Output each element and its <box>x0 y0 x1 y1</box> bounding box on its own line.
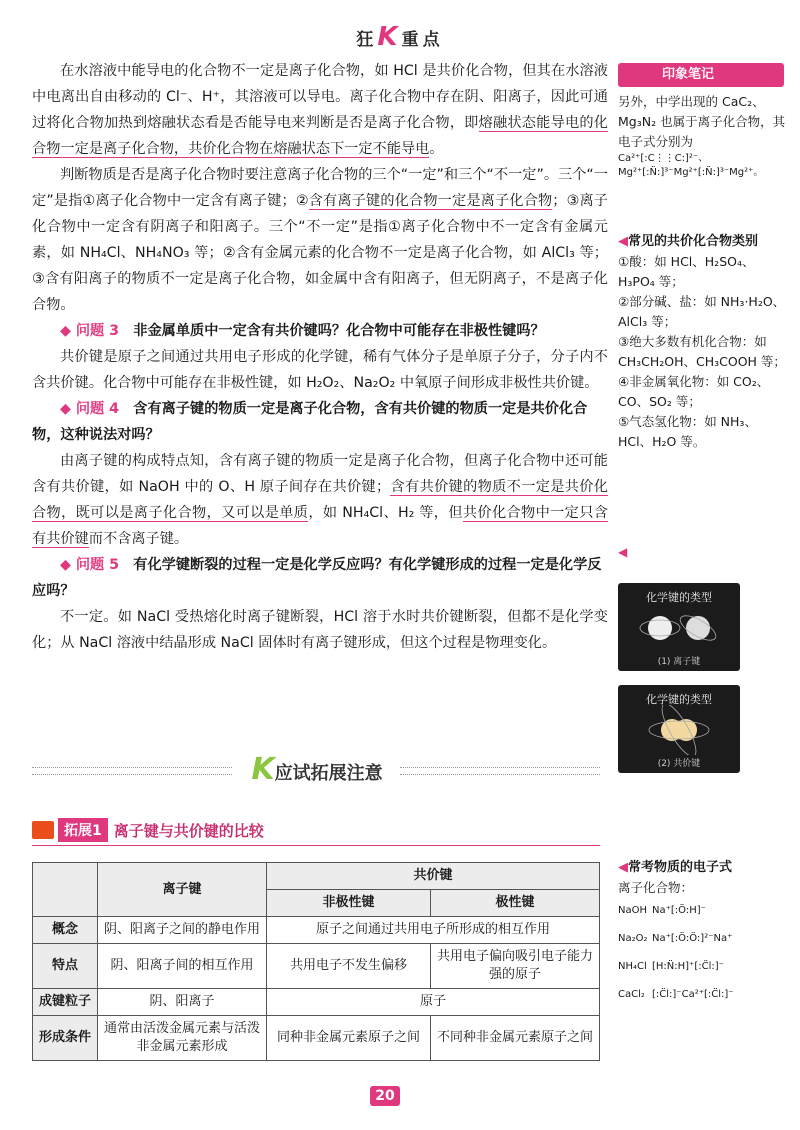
extension-heading <box>32 818 264 842</box>
list-item: ⑤气态氢化物：如 NH₃、HCl、H₂O 等。 <box>618 414 757 449</box>
paragraph-2: 判断物质是否是离子化合物时要注意离子化合物的三个“一定”和三个“不一定”。三个“一定”是指①离子化合物中一定含有离子键；②含有离子键的化合物一定是离子化合物；③离子化合物中一定含有阴离子和阳离子。三个“不一定”是指①离子化合物中不一定含有金属元素，如 NH₄Cl、NH₄NO₃ 等；②含有金属元素的化合物不一定是离子化合物，如 AlCl₃ 等；③含有阳离子的物质不一定是离子化合物，如金属中含有阳离子，但无阴离子，不是离子化合物。 <box>32 167 608 313</box>
electron-formulas-title: ◀常考物质的电子式 <box>618 860 733 875</box>
list-item: CaCl₂ [:C̈l:]⁻Ca²⁺[:C̈l:]⁻ <box>618 989 734 1000</box>
banner-title: K应试拓展注意 <box>251 752 383 787</box>
list-item: ③绝大多数有机化合物：如 CH₃CH₂OH、CH₃COOH 等； <box>618 334 786 369</box>
main-column <box>32 58 608 656</box>
running-header <box>0 22 800 52</box>
note-header: 印象笔记 <box>618 63 784 87</box>
table-row: 成键粒子 阴、阳离子 原子 <box>33 989 600 1016</box>
covalent-bond-illustration: 化学键的类型 (2) 共价键 <box>618 685 740 773</box>
question-3: ◆ 问题 3 非金属单质中一定含有共价键吗？化合物中可能存在非极性键吗？ <box>60 323 545 339</box>
atoms-icon <box>618 603 740 653</box>
table-row: 特点 阴、阳离子间的相互作用 共用电子不发生偏移 共用电子偏向吸引电子能力强的原子 <box>33 944 600 989</box>
electron-formulas-subtitle: 离子化合物： <box>618 880 694 895</box>
header-ionic: 离子键 <box>98 863 267 917</box>
section-banner <box>32 748 600 788</box>
paragraph-4: 由离子键的构成特点知，含有离子键的物质一定是离子化合物，但离子化合物中还可能含有共价键，如 NaOH 中的 O、H 原子间存在共价键；含有共价键的物质不一定是共价化合物，既可以是离子化合物，又可以是单质，如 NH₄Cl、H₂ 等，但共价化合物中一定只含有共价键而不含离子键。 <box>32 453 608 547</box>
header-covalent: 共价键 <box>267 863 600 890</box>
table-row: 形成条件 通常由活泼金属元素与活泼非金属元素形成 同种非金属元素原子之间 不同种非金属元素原子之间 <box>33 1016 600 1061</box>
covalent-categories <box>618 232 788 452</box>
ionic-bond-illustration: 化学键的类型 (1) 离子键 <box>618 583 740 671</box>
list-item: ④非金属氧化物：如 CO₂、CO、SO₂ 等； <box>618 374 770 409</box>
book-icon <box>32 821 54 839</box>
paragraph-5: 不一定。如 NaCl 受热熔化时离子键断裂，HCl 溶于水时共价键断裂，但都不是化学变化；从 NaCl 溶液中结晶形成 NaCl 固体时有离子键形成，但这个过程是物理变化。 <box>32 609 608 651</box>
header-polar: 极性键 <box>431 890 600 917</box>
note-body <box>618 92 788 180</box>
extension-title: 离子键与共价键的比较 <box>113 821 264 840</box>
covalent-title: ◀常见的共价化合物类别 <box>618 234 759 249</box>
triangle-marker-icon: ◀ <box>618 545 628 559</box>
list-item: ①酸：如 HCl、H₂SO₄、H₃PO₄ 等； <box>618 254 755 289</box>
banner-dotted-line-left <box>32 767 232 775</box>
extension-underline <box>32 845 600 846</box>
electron-formulas <box>618 858 788 1002</box>
note-text: 另外，中学出现的 CaC₂、Mg₃N₂ 也属于离子化合物，其电子式分别为 <box>618 94 786 149</box>
list-item: ②部分碱、盐：如 NH₃·H₂O、AlCl₃ 等； <box>618 294 786 329</box>
header-pre: 狂 <box>356 30 378 50</box>
header-nonpolar: 非极性键 <box>267 890 431 917</box>
page-number: 20 <box>370 1086 400 1106</box>
banner-dotted-line-right <box>400 767 600 775</box>
comparison-table <box>32 862 600 1061</box>
paragraph-3: 共价键是原子之间通过共用电子形成的化学键，稀有气体分子是单原子分子，分子内不含共价键。化合物中可能存在非极性键，如 H₂O₂、Na₂O₂ 中氧原子间形成非极性共价键。 <box>32 349 608 391</box>
list-item: Na₂O₂ Na⁺[:Ö:Ö:]²⁻Na⁺ <box>618 933 733 944</box>
extension-tag: 拓展1 <box>58 818 108 842</box>
question-5: ◆ 问题 5 有化学键断裂的过程一定是化学反应吗？有化学键形成的过程一定是化学反应吗？ <box>32 557 602 599</box>
paragraph-1: 在水溶液中能导电的化合物不一定是离子化合物，如 HCl 是共价化合物，但其在水溶液中电离出自由移动的 Cl⁻、H⁺，其溶液可以导电。离子化合物中存在阴、阳离子，因此可通过将化合物加热到熔融状态看是否能导电来判断是否是离子化合物，即熔融状态能导电的化合物一定是离子化合物，共价化合物在熔融状态下一定不能导电。 <box>32 63 608 157</box>
question-4: ◆ 问题 4 含有离子键的物质一定是离子化合物，含有共价键的物质一定是共价化合物，这种说法对吗？ <box>32 401 588 443</box>
header-post: 重点 <box>401 30 444 50</box>
atoms-icon <box>618 705 740 755</box>
table-corner <box>33 863 98 917</box>
list-item: NaOH Na⁺[:Ö:H]⁻ <box>618 905 706 916</box>
formula-mg3n2: Mg²⁺[:N̈:]³⁻Mg²⁺[:N̈:]³⁻Mg²⁺。 <box>618 167 764 178</box>
formula-cac2: Ca²⁺[:C⋮⋮C:]²⁻、 <box>618 153 709 164</box>
list-item: NH₄Cl [H:N̈:H]⁺[:C̈l:]⁻ <box>618 961 724 972</box>
header-k-logo: K <box>377 22 402 52</box>
table-row: 概念 阴、阳离子之间的静电作用 原子之间通过共用电子所形成的相互作用 <box>33 917 600 944</box>
